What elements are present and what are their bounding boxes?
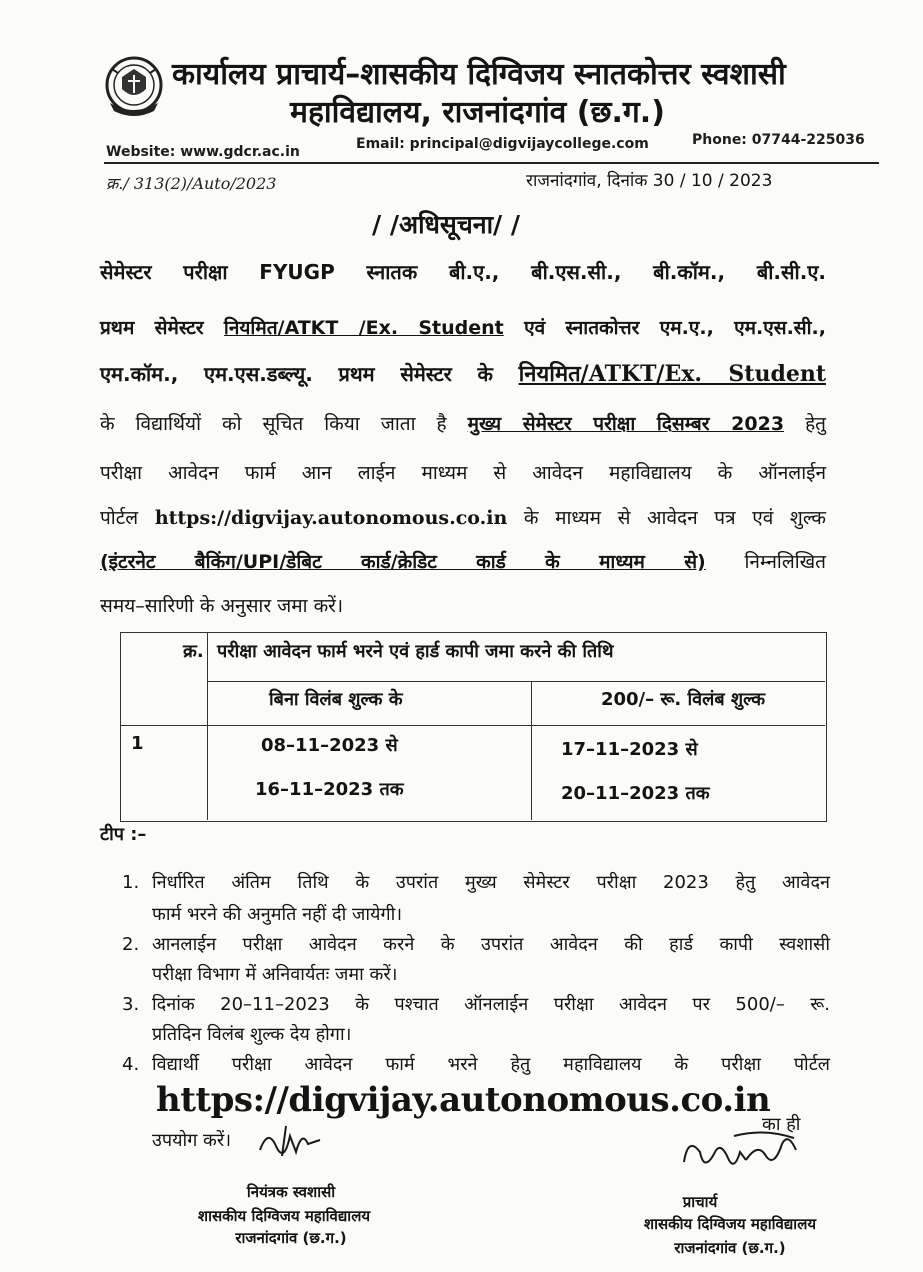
p2-a: प्रथम सेमेस्टर (100, 317, 204, 339)
website-text: Website: www.gdcr.ac.in (106, 144, 300, 160)
table-divider (531, 681, 532, 820)
table-cell-no-late-from: 08–11–2023 से (261, 735, 398, 756)
tip-4-url-suffix: का ही (762, 1114, 801, 1135)
phone-text: Phone: 07744-225036 (692, 132, 865, 148)
tip-2-line1: आनलाईन परीक्षा आवेदन करने के उपरांत आवेदन की हार्ड कापी स्वशासी (152, 934, 830, 955)
table-cell-no-late-to: 16–11–2023 तक (255, 779, 404, 800)
table-cell-sno: 1 (131, 733, 144, 754)
exam-portal-url[interactable]: https://digvijay.autonomous.co.in (156, 1080, 771, 1120)
tip-4-line1: विद्यार्थी परीक्षा आवेदन फार्म भरने हेतु महाविद्यालय के परीक्षा पोर्टल (152, 1054, 830, 1075)
tip-4-line3: उपयोग करें। (152, 1130, 232, 1151)
controller-place: राजनांदगांव (छ.ग.) (235, 1229, 347, 1247)
controller-signature (256, 1122, 326, 1158)
table-cell-late-from: 17–11–2023 से (561, 739, 698, 760)
tip-number: 4. (122, 1054, 140, 1075)
p3-regular-atkt: नियमित/ATKT/Ex. Student (518, 361, 826, 387)
notice-para-line7 (100, 548, 826, 574)
notice-title: / /अधिसूचना/ / (372, 210, 521, 239)
notice-para-line5: परीक्षा आवेदन फार्म आन लाईन माध्यम से आवेदन महाविद्यालय के ऑनलाईन (100, 462, 826, 484)
tip-number: 3. (122, 994, 140, 1015)
notice-para-line1: सेमेस्टर परीक्षा FYUGP स्नातक बी.ए., बी.एस.सी., बी.कॉम., बी.सी.ए. (100, 260, 826, 284)
p3-a: एम.कॉम., एम.एस.डब्ल्यू. प्रथम सेमेस्टर के (100, 362, 493, 386)
p4-a: के विद्यार्थियों को सूचित किया जाता है (100, 413, 447, 435)
notice-para-line8: समय–सारिणी के अनुसार जमा करें। (100, 595, 344, 617)
office-title-line2: महाविद्यालय, राजनांदगांव (छ.ग.) (290, 95, 665, 130)
notice-para-line3 (100, 358, 826, 388)
table-cell-late-to: 20–11–2023 तक (561, 783, 710, 804)
table-divider (121, 725, 825, 726)
principal-designation: प्राचार्य (682, 1193, 718, 1211)
payment-modes: (इंटरनेट बैकिंग/UPI/डेबिट कार्ड/क्रेडिट कार्ड के माध्यम से) (100, 551, 706, 573)
p6-a: पोर्टल (100, 507, 139, 529)
reference-number: क्र./ 313(2)/Auto/2023 (106, 174, 277, 193)
principal-place: राजनांदगांव (छ.ग.) (674, 1239, 786, 1257)
controller-college: शासकीय दिग्विजय महाविद्यालय (197, 1207, 371, 1225)
tip-2-line2: परीक्षा विभाग में अनिवार्यतः जमा करें। (152, 964, 398, 985)
tip-3-line1: दिनांक 20–11–2023 के पश्चात ऑनलाईन परीक्षा आवेदन पर 500/– रू. (152, 994, 830, 1015)
p6-c: के माध्यम से आवेदन पत्र एवं शुल्क (523, 507, 827, 529)
schedule-table (120, 632, 827, 822)
principal-college: शासकीय दिग्विजय महाविद्यालय (643, 1215, 817, 1233)
table-header-main: परीक्षा आवेदन फार्म भरने एवं हार्ड कापी जमा करने की तिथि (217, 641, 614, 662)
college-crest-icon (104, 55, 164, 121)
email-text: Email: principal@digvijaycollege.com (356, 136, 649, 152)
tip-number: 1. (122, 872, 140, 893)
notice-para-line2 (100, 314, 826, 340)
notice-para-line4 (100, 410, 826, 436)
tip-1-line2: फार्म भरने की अनुमति नहीं दी जायेगी। (152, 904, 403, 925)
table-header-sno: क्र. (183, 641, 204, 662)
tip-1-line1: निर्धारित अंतिम तिथि के उपरांत मुख्य सेमेस्टर परीक्षा 2023 हेतु आवेदन (152, 872, 830, 893)
portal-url[interactable]: https://digvijay.autonomous.co.in (154, 507, 508, 529)
p4-main-exam: मुख्य सेमेस्टर परीक्षा दिसम्बर 2023 (467, 413, 785, 435)
tips-label: टीप :– (100, 824, 147, 845)
p4-c: हेतु (805, 413, 826, 435)
principal-signature (674, 1122, 804, 1192)
table-divider (207, 681, 825, 682)
office-title-line1: कार्यालय प्राचार्य–शासकीय दिग्विजय स्नातकोत्तर स्वशासी (172, 57, 786, 92)
place-date: राजनांदगांव, दिनांक 30 / 10 / 2023 (526, 171, 773, 191)
tip-number: 2. (122, 934, 140, 955)
controller-designation: नियंत्रक स्वशासी (246, 1183, 336, 1201)
tip-3-line2: प्रतिदिन विलंब शुल्क देय होगा। (152, 1024, 352, 1045)
p2-c: एवं स्नातकोत्तर एम.ए., एम.एस.सी., (524, 317, 826, 339)
table-divider (207, 633, 208, 820)
table-subheader-late-fee: 200/– रू. विलंब शुल्क (600, 689, 766, 710)
p7-b: निम्नलिखित (744, 551, 826, 573)
p2-regular-atkt: नियमित/ATKT /Ex. Student (223, 317, 504, 339)
notice-para-line6 (100, 504, 826, 530)
table-subheader-no-late-fee: बिना विलंब शुल्क के (269, 689, 403, 710)
header-divider (104, 162, 879, 164)
